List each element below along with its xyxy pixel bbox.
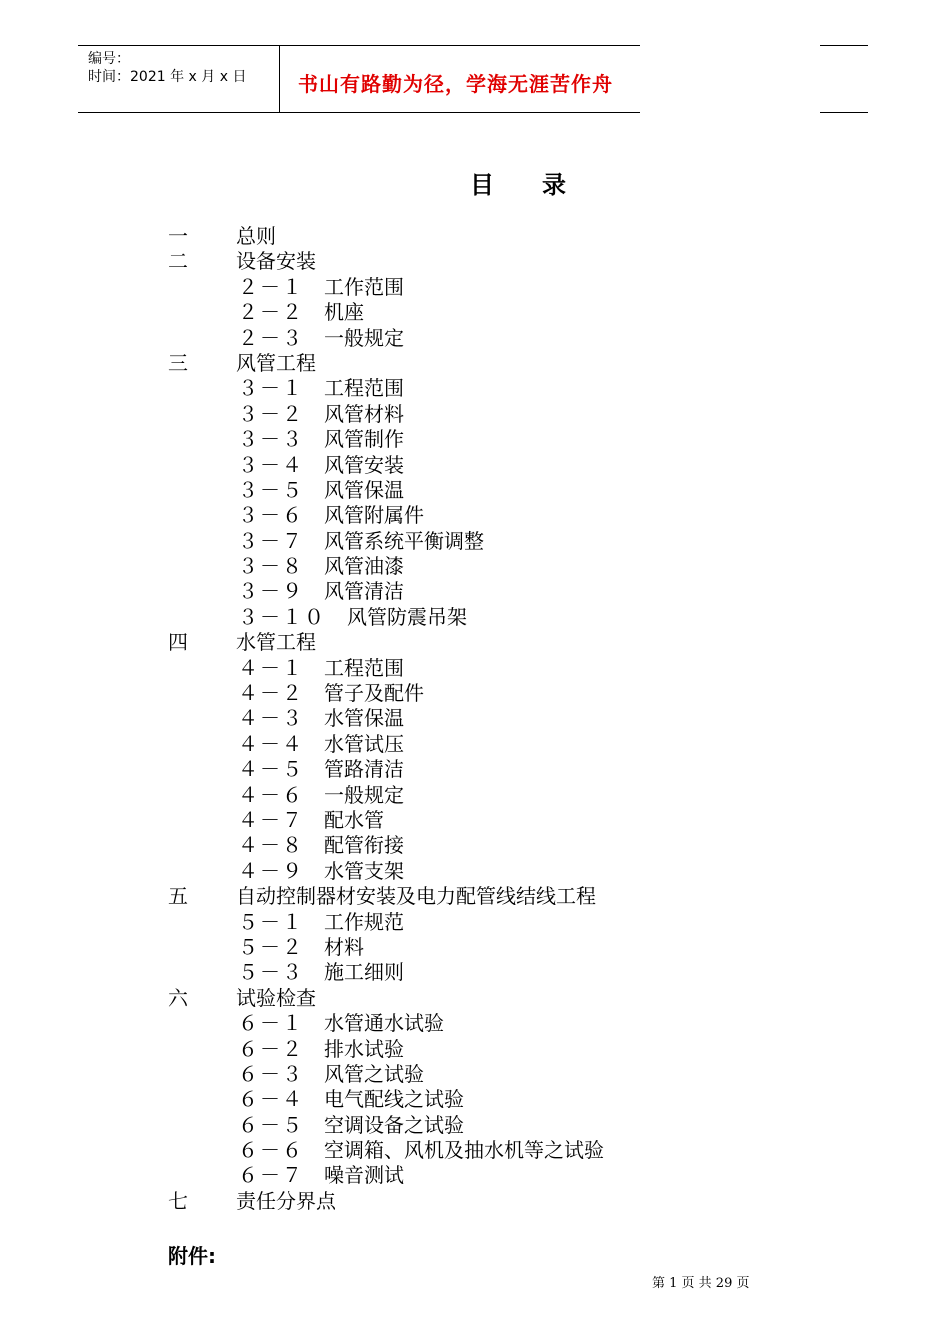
- toc-label: 风管附属件: [324, 503, 424, 528]
- toc-number: ２－２: [238, 300, 304, 325]
- toc-label: 工程范围: [324, 655, 404, 680]
- toc-label: 水管工程: [236, 630, 316, 655]
- toc-label: 风管清洁: [324, 579, 404, 604]
- toc-label: 风管系统平衡调整: [324, 528, 484, 553]
- toc-label: 风管工程: [236, 350, 316, 375]
- toc-chapter-row: [0, 224, 950, 249]
- toc-label: 水管通水试验: [324, 1011, 444, 1036]
- toc-label: 总则: [236, 224, 276, 248]
- toc-number: ４－６: [238, 782, 304, 807]
- toc-section-row: [0, 783, 950, 808]
- toc-section-row: [0, 275, 950, 300]
- toc-label: 排水试验: [324, 1036, 404, 1061]
- toc-label: 设备安装: [236, 249, 316, 274]
- header-right-top-rule: [820, 45, 868, 46]
- toc-label: 水管试压: [324, 731, 404, 756]
- toc-label: 施工细则: [324, 960, 404, 985]
- toc-label: 一般规定: [324, 782, 404, 807]
- toc-chapter-row: [0, 351, 950, 376]
- toc-number: ３－１: [238, 376, 304, 401]
- header-right-bottom-rule: [820, 112, 868, 113]
- toc-number: ４－５: [238, 757, 304, 782]
- toc-number: ３－８: [238, 554, 304, 579]
- toc-section-row: [0, 833, 950, 858]
- toc-section-row: [0, 656, 950, 681]
- toc-label: 风管制作: [324, 427, 404, 452]
- toc-number: ３－２: [238, 401, 304, 426]
- toc-number: ３－９: [238, 579, 304, 604]
- toc-label: 配管衔接: [324, 833, 404, 858]
- page-title: 目 录: [470, 170, 566, 199]
- toc-number: 三: [168, 350, 188, 375]
- toc-label: 水管支架: [324, 858, 404, 883]
- toc-section-row: [0, 579, 950, 604]
- toc-number: ３－４: [238, 452, 304, 477]
- toc-number: ６－４: [238, 1087, 304, 1112]
- toc-number: ６－２: [238, 1036, 304, 1061]
- toc-label: 水管保温: [324, 706, 404, 731]
- toc-label: 风管材料: [324, 401, 404, 426]
- toc-number: ３－７: [238, 528, 304, 553]
- toc-number: ６－３: [238, 1061, 304, 1086]
- toc-section-row: [0, 503, 950, 528]
- toc-label: 自动控制器材安装及电力配管线结线工程: [236, 884, 596, 909]
- toc-label: 材料: [324, 934, 364, 959]
- toc-section-row: [0, 605, 950, 630]
- toc-section-row: [0, 554, 950, 579]
- toc-number: ６－７: [238, 1163, 304, 1188]
- toc-label: 风管安装: [324, 452, 404, 477]
- toc-section-row: [0, 478, 950, 503]
- toc-number: ３－１０: [238, 604, 326, 629]
- toc-number: 七: [168, 1188, 188, 1213]
- toc-chapter-row: [0, 630, 950, 655]
- toc-section-row: [0, 935, 950, 960]
- toc-number: ６－５: [238, 1112, 304, 1137]
- toc-number: ５－３: [238, 960, 304, 985]
- toc-label: 风管防震吊架: [347, 604, 467, 629]
- toc-label: 空调箱、风机及抽水机等之试验: [324, 1138, 604, 1163]
- toc-label: 工程范围: [324, 376, 404, 401]
- toc-number: ５－１: [238, 909, 304, 934]
- toc-section-row: [0, 529, 950, 554]
- toc-section-row: [0, 757, 950, 782]
- toc-section-row: [0, 859, 950, 884]
- toc-label: 工作范围: [324, 274, 404, 299]
- toc-number: ４－８: [238, 833, 304, 858]
- toc-number: ４－９: [238, 858, 304, 883]
- doc-date-label: 时间：2021 年 x 月 x 日: [88, 69, 247, 85]
- toc-chapter-row: [0, 1189, 950, 1214]
- toc-label: 管路清洁: [324, 757, 404, 782]
- header-top-rule: [78, 45, 640, 46]
- header-bottom-rule: [78, 112, 640, 113]
- toc-number: ２－３: [238, 325, 304, 350]
- table-of-contents: [0, 224, 950, 1214]
- toc-section-row: [0, 376, 950, 401]
- toc-label: 风管之试验: [324, 1061, 424, 1086]
- toc-chapter-row: [0, 249, 950, 274]
- toc-section-row: [0, 1138, 950, 1163]
- toc-label: 配水管: [324, 807, 384, 832]
- toc-label: 工作规范: [324, 909, 404, 934]
- toc-label: 电气配线之试验: [324, 1087, 464, 1112]
- toc-number: ４－３: [238, 706, 304, 731]
- toc-number: ４－２: [238, 681, 304, 706]
- toc-label: 机座: [324, 300, 364, 325]
- page-footer: 第 1 页 共 29 页: [652, 1276, 750, 1291]
- toc-section-row: [0, 427, 950, 452]
- toc-section-row: [0, 706, 950, 731]
- toc-section-row: [0, 732, 950, 757]
- toc-number: ２－１: [238, 274, 304, 299]
- toc-number: 五: [168, 884, 188, 909]
- toc-section-row: [0, 1037, 950, 1062]
- toc-number: ３－３: [238, 427, 304, 452]
- appendix-heading: 附件:: [168, 1244, 216, 1268]
- toc-section-row: [0, 300, 950, 325]
- toc-number: ４－１: [238, 655, 304, 680]
- toc-number: 六: [168, 985, 188, 1010]
- toc-chapter-row: [0, 986, 950, 1011]
- toc-number: 一: [168, 224, 188, 248]
- toc-label: 空调设备之试验: [324, 1112, 464, 1137]
- toc-number: 二: [168, 249, 188, 274]
- toc-number: ４－７: [238, 807, 304, 832]
- toc-section-row: [0, 1113, 950, 1138]
- toc-number: ６－６: [238, 1138, 304, 1163]
- toc-label: 风管油漆: [324, 554, 404, 579]
- doc-number-label: 编号：: [88, 51, 130, 67]
- toc-label: 试验检查: [236, 985, 316, 1010]
- toc-section-row: [0, 453, 950, 478]
- toc-number: ３－５: [238, 477, 304, 502]
- header-divider: [279, 45, 280, 113]
- toc-section-row: [0, 402, 950, 427]
- toc-section-row: [0, 326, 950, 351]
- header-motto: 书山有路勤为径，学海无涯苦作舟: [298, 72, 613, 96]
- toc-section-row: [0, 1011, 950, 1036]
- toc-chapter-row: [0, 884, 950, 909]
- toc-number: ４－４: [238, 731, 304, 756]
- toc-section-row: [0, 960, 950, 985]
- toc-label: 噪音测试: [324, 1163, 404, 1188]
- toc-label: 风管保温: [324, 477, 404, 502]
- toc-number: ３－６: [238, 503, 304, 528]
- toc-section-row: [0, 1062, 950, 1087]
- toc-label: 管子及配件: [324, 681, 424, 706]
- toc-number: ５－２: [238, 934, 304, 959]
- toc-section-row: [0, 910, 950, 935]
- toc-number: ６－１: [238, 1011, 304, 1036]
- toc-section-row: [0, 681, 950, 706]
- toc-section-row: [0, 1163, 950, 1188]
- toc-number: 四: [168, 630, 188, 655]
- toc-label: 一般规定: [324, 325, 404, 350]
- toc-section-row: [0, 808, 950, 833]
- toc-section-row: [0, 1087, 950, 1112]
- toc-label: 责任分界点: [236, 1188, 336, 1213]
